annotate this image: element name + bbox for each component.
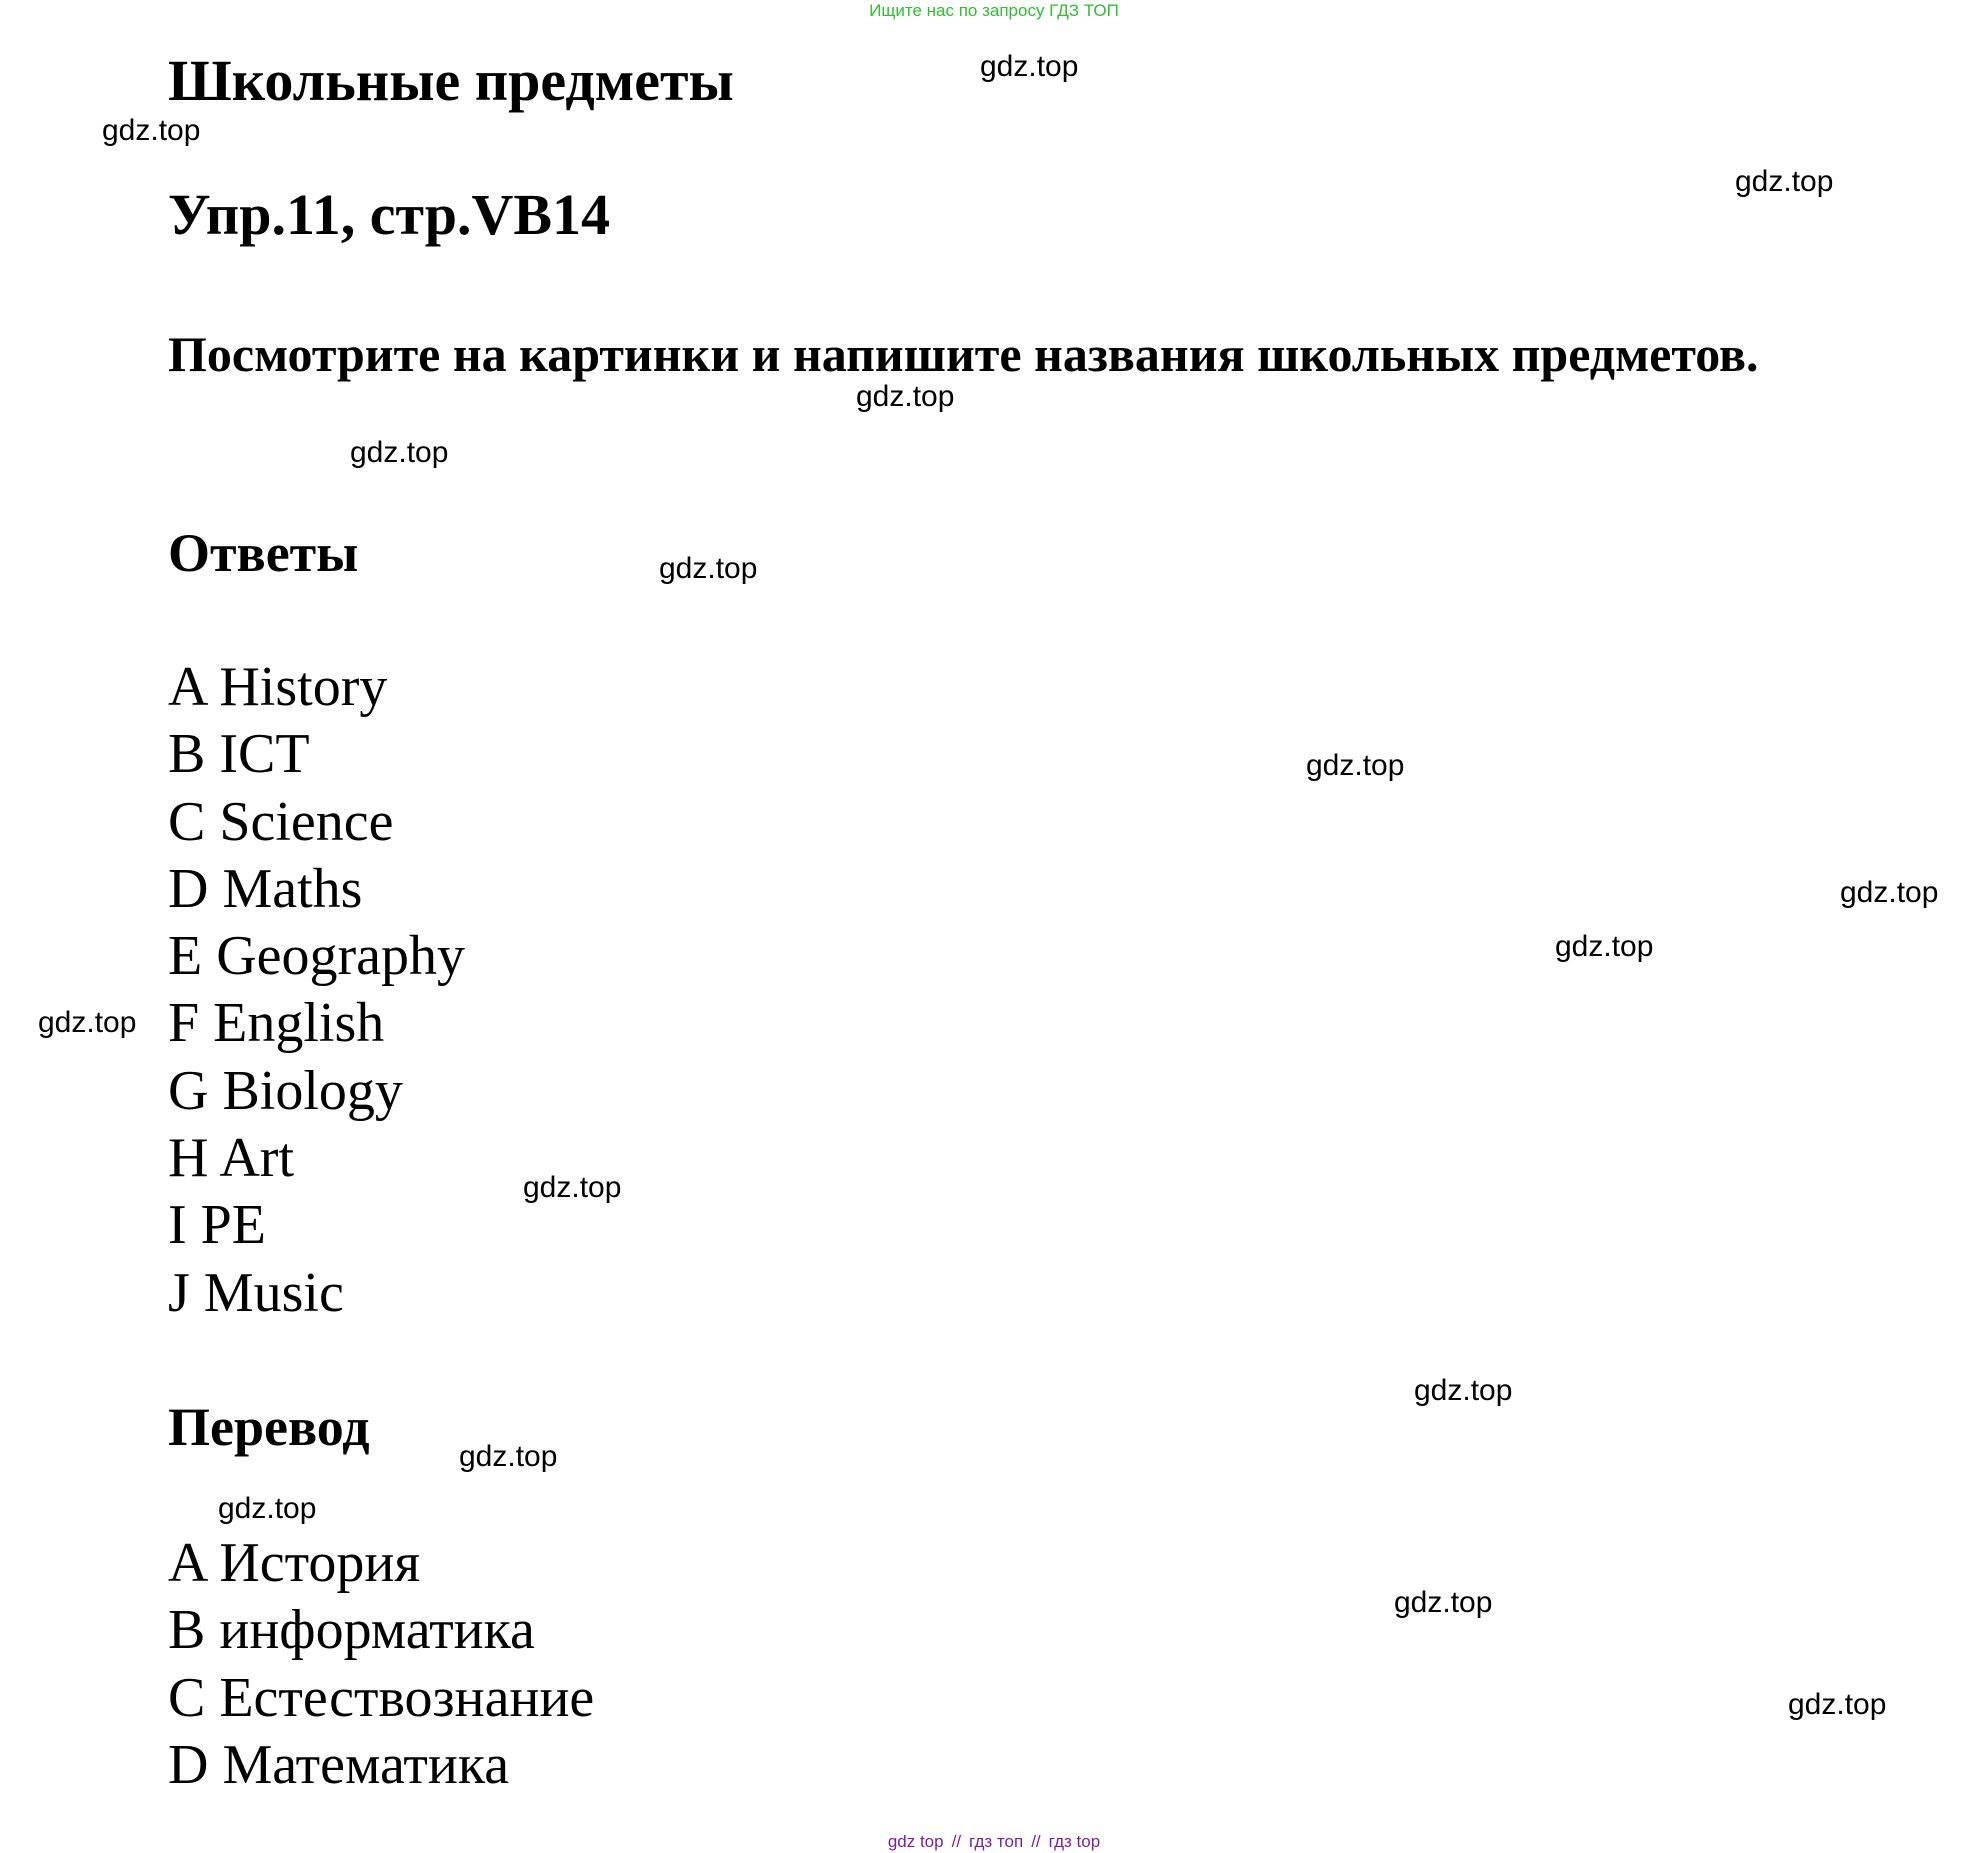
watermark: gdz.top xyxy=(38,1006,137,1039)
answer-item: J Music xyxy=(168,1261,344,1324)
watermark: gdz.top xyxy=(218,1492,317,1525)
answer-item: H Art xyxy=(168,1127,294,1190)
translation-item: D Математика xyxy=(168,1733,510,1796)
watermark: gdz.top xyxy=(980,50,1079,83)
answer-item: E Geography xyxy=(168,925,466,988)
search-banner: Ищите нас по запросу ГДЗ ТОП xyxy=(869,1,1119,20)
footer-separator: // xyxy=(951,1832,962,1851)
watermark: gdz.top xyxy=(350,436,449,469)
translation-item: A История xyxy=(168,1532,421,1594)
answer-item: B ICT xyxy=(168,723,310,786)
watermark: gdz.top xyxy=(1414,1374,1513,1407)
footer-link-2[interactable]: гдз топ xyxy=(969,1832,1024,1851)
exercise-number: Упр.11, стр.VB14 xyxy=(168,182,611,247)
task-text: Посмотрите на картинки и напишите названия школьных предметов. xyxy=(168,326,1759,382)
answer-item: C Science xyxy=(168,790,394,853)
answer-item: F English xyxy=(168,992,385,1055)
footer-link-1[interactable]: gdz top xyxy=(887,1832,944,1851)
answers-list xyxy=(168,654,465,1327)
answer-item: I PE xyxy=(168,1194,266,1257)
answer-item: D Maths xyxy=(168,857,363,920)
answer-item: A History xyxy=(168,656,388,718)
watermark: gdz.top xyxy=(856,380,955,413)
watermark: gdz.top xyxy=(659,552,758,585)
footer-link-3[interactable]: гдз top xyxy=(1048,1832,1101,1851)
watermark: gdz.top xyxy=(102,114,201,147)
watermark: gdz.top xyxy=(1306,749,1405,782)
translation-list xyxy=(168,1530,594,1799)
watermark: gdz.top xyxy=(1788,1688,1887,1721)
answers-heading: Ответы xyxy=(168,523,359,583)
page-title: Школьные предметы xyxy=(168,48,734,113)
watermark: gdz.top xyxy=(1555,930,1654,963)
watermark: gdz.top xyxy=(1735,165,1834,198)
translation-heading: Перевод xyxy=(168,1397,370,1457)
translation-item: C Естествознание xyxy=(168,1666,595,1729)
watermark: gdz.top xyxy=(459,1440,558,1473)
watermark: gdz.top xyxy=(1394,1586,1493,1619)
watermark: gdz.top xyxy=(523,1171,622,1204)
footer-links xyxy=(0,1832,1988,1852)
footer-separator: // xyxy=(1031,1832,1041,1851)
translation-item: B информатика xyxy=(168,1599,535,1662)
answer-item: G Biology xyxy=(168,1059,403,1122)
watermark: gdz.top xyxy=(1840,876,1939,909)
